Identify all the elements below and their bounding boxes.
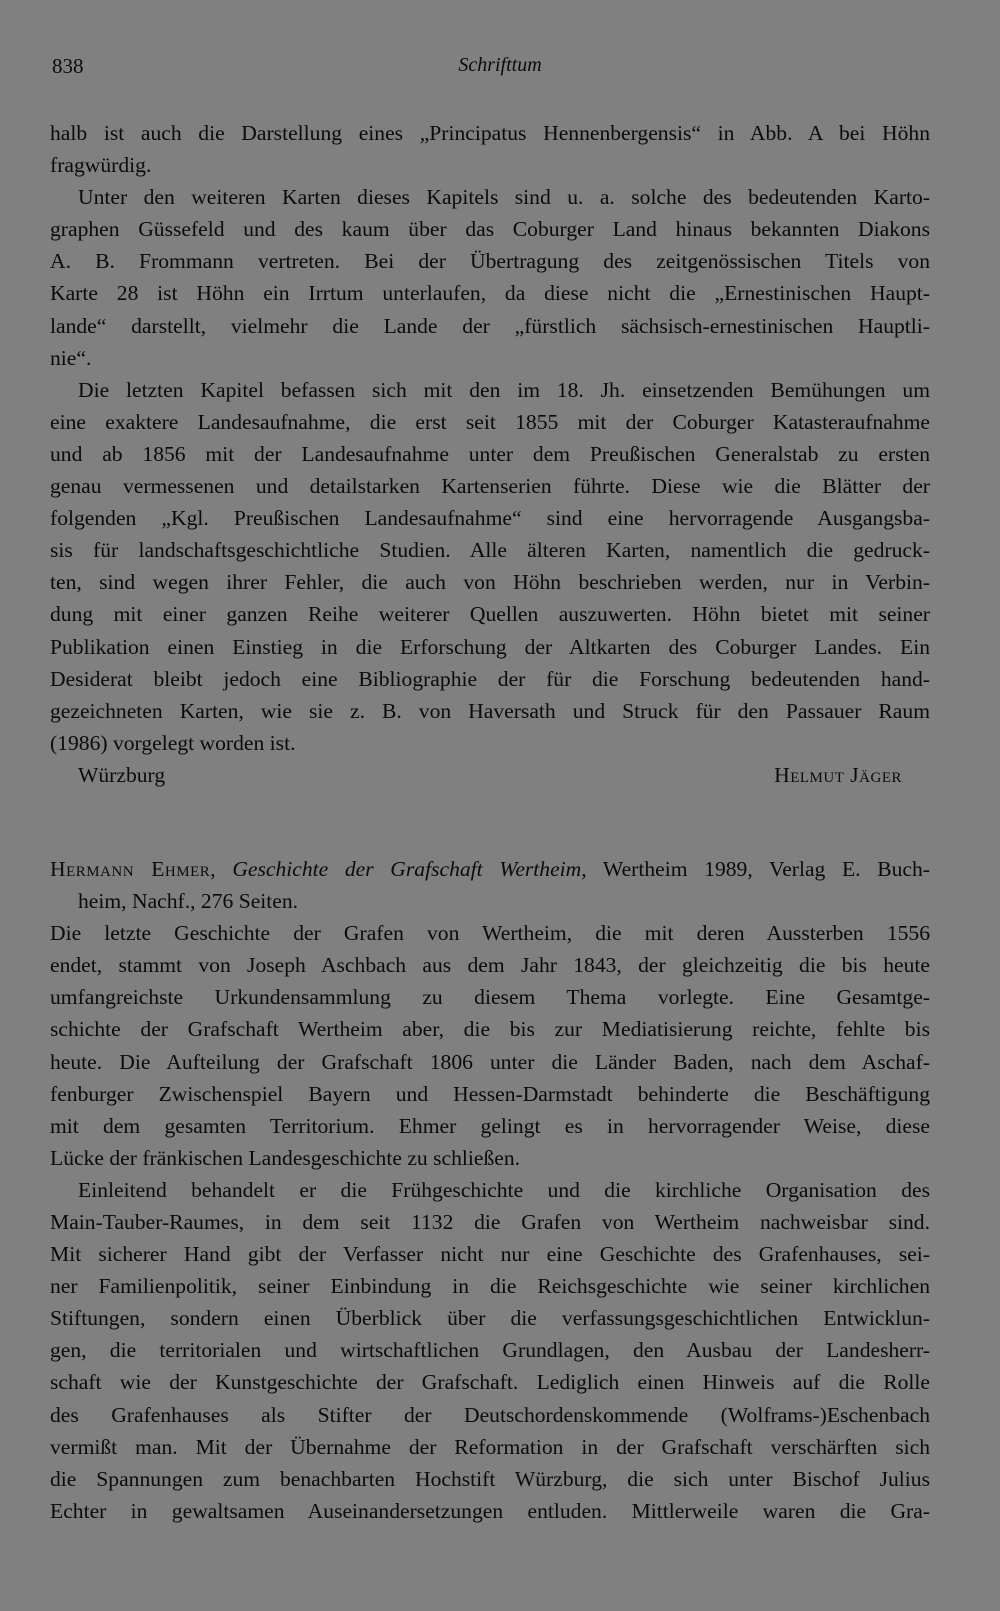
text-line: folgenden „Kgl. Preußischen Landesaufnahme“ sind eine hervorragende Ausgangsba- bbox=[50, 506, 930, 531]
text-line: mit dem gesamten Territorium. Ehmer gelingt es in hervorragender Weise, diese bbox=[50, 1113, 930, 1138]
text-line: gezeichneten Karten, wie sie z. B. von Haversath und Struck für den Passauer Raum bbox=[50, 698, 930, 723]
text-line: sis für landschaftsgeschichtliche Studien. Alle älteren Karten, namentlich die gedruck- bbox=[50, 538, 930, 563]
running-title: Schrifttum bbox=[458, 54, 542, 76]
paragraph bbox=[50, 1174, 930, 1527]
citation-title: Geschichte der Grafschaft Wertheim bbox=[232, 856, 582, 881]
citation-details: , Wertheim 1989, Verlag E. Buch- bbox=[581, 856, 930, 881]
review-2 bbox=[50, 853, 930, 1527]
text-line: schichte der Grafschaft Wertheim aber, die bis zur Mediatisierung reichte, fehlte bis bbox=[50, 1017, 930, 1042]
text-line: Unter den weiteren Karten dieses Kapitels sind u. a. solche des bedeutenden Karto- bbox=[78, 185, 930, 210]
text-line: lande“ darstellt, vielmehr die Lande der „fürstlich sächsisch-ernestinischen Hauptli- bbox=[50, 313, 930, 338]
text-line: heute. Die Aufteilung der Grafschaft 1806 unter die Länder Baden, nach dem Aschaf- bbox=[50, 1049, 930, 1074]
text-line: fenburger Zwischenspiel Bayern und Hessen-Darmstadt behinderte die Beschäftigung bbox=[50, 1081, 930, 1106]
citation-line: heim, Nachf., 276 Seiten. bbox=[78, 889, 299, 914]
citation-author: Hermann Ehmer bbox=[50, 856, 211, 881]
text-line: schaft wie der Kunstgeschichte der Grafschaft. Lediglich einen Hinweis auf die Rolle bbox=[50, 1370, 930, 1395]
page-body bbox=[50, 117, 930, 1527]
section-gap bbox=[50, 791, 930, 853]
text-line: fragwürdig. bbox=[50, 153, 152, 178]
text-line: Lücke der fränkischen Landesgeschichte zu schließen. bbox=[50, 1145, 521, 1170]
text-line: Mit sicherer Hand gibt der Verfasser nicht nur eine Geschichte des Grafenhauses, sei- bbox=[50, 1242, 930, 1267]
text-line: nie“. bbox=[50, 345, 92, 370]
text-line: Main-Tauber-Raumes, in dem seit 1132 die Grafen von Wertheim nachweisbar sind. bbox=[50, 1210, 930, 1234]
text-line: des Grafenhauses als Stifter der Deutschordenskommende (Wolframs-)Eschenbach bbox=[50, 1402, 930, 1427]
text-line: genau vermessenen und detailstarken Kartenserien führte. Diese wie die Blätter der bbox=[50, 474, 930, 499]
text-line: dung mit einer ganzen Reihe weiterer Quellen auszuwerten. Höhn bietet mit seiner bbox=[50, 602, 930, 627]
text-line: Publikation einen Einstieg in die Erforschung der Altkarten des Coburger Landes. Ein bbox=[50, 634, 930, 659]
text-line: A. B. Frommann vertreten. Bei der Übertragung des zeitgenössischen Titels von bbox=[50, 249, 930, 274]
paragraph bbox=[50, 917, 930, 1174]
page-header bbox=[0, 50, 1000, 90]
text-line: Stiftungen, sondern einen Überblick über die verfassungsgeschichtlichen Entwicklun- bbox=[50, 1306, 930, 1331]
text-line: Die letzte Geschichte der Grafen von Wertheim, die mit deren Aussterben 1556 bbox=[50, 921, 930, 946]
text-line: und ab 1856 mit der Landesaufnahme unter dem Preußischen Generalstab zu ersten bbox=[50, 441, 930, 466]
text-line: Echter in gewaltsamen Auseinandersetzungen entluden. Mittlerweile waren die Gra- bbox=[50, 1498, 930, 1523]
text-line: ner Familienpolitik, seiner Einbindung in die Reichsgeschichte wie seiner kirchlichen bbox=[50, 1274, 930, 1299]
paragraph bbox=[50, 181, 930, 374]
text-line: graphen Güssefeld und des kaum über das Coburger Land hinaus bekannten Diakons bbox=[50, 217, 930, 242]
signature-name: Helmut Jäger bbox=[774, 762, 902, 787]
text-line: gen, die territorialen und wirtschaftlichen Grundlagen, den Ausbau der Landesherr- bbox=[50, 1338, 930, 1363]
signature-place: Würzburg bbox=[78, 762, 166, 787]
text-line: ten, sind wegen ihrer Fehler, die auch von Höhn beschrieben werden, nur in Verbin- bbox=[50, 570, 930, 595]
signature-line bbox=[50, 759, 930, 791]
text-line: Die letzten Kapitel befassen sich mit den im 18. Jh. einsetzenden Bemühungen um bbox=[78, 377, 930, 402]
review-1 bbox=[50, 117, 930, 791]
text-line: (1986) vorgelegt worden ist. bbox=[50, 730, 296, 755]
text-line: vermißt man. Mit der Übernahme der Reformation in der Grafschaft verschärften sich bbox=[50, 1434, 930, 1459]
text-line: eine exaktere Landesaufnahme, die erst seit 1855 mit der Coburger Katasteraufnahme bbox=[50, 409, 930, 434]
text-line: umfangreichste Urkundensammlung zu diesem Thema vorlegte. Eine Gesamtge- bbox=[50, 985, 930, 1010]
text-line: Einleitend behandelt er die Frühgeschichte und die kirchliche Organisation des bbox=[78, 1177, 930, 1202]
citation-line: Hermann Ehmer, Geschichte der Grafschaft Wertheim, Wertheim 1989, Verlag E. Buch- bbox=[50, 856, 930, 881]
text-line: endet, stammt von Joseph Aschbach aus dem Jahr 1843, der gleichzeitig die bis heute bbox=[50, 953, 930, 978]
paragraph bbox=[50, 117, 930, 181]
text-line: die Spannungen zum benachbarten Hochstift Würzburg, die sich unter Bischof Julius bbox=[50, 1466, 930, 1491]
text-line: Karte 28 ist Höhn ein Irrtum unterlaufen, da diese nicht die „Ernestinischen Haupt- bbox=[50, 281, 930, 306]
text-line: Desiderat bleibt jedoch eine Bibliographie der für die Forschung bedeutenden hand- bbox=[50, 666, 930, 691]
citation bbox=[50, 853, 930, 917]
paragraph bbox=[50, 374, 930, 759]
text-line: halb ist auch die Darstellung eines „Principatus Hennenbergensis“ in Abb. A bei Höhn bbox=[50, 121, 930, 145]
page-number: 838 bbox=[52, 54, 84, 78]
